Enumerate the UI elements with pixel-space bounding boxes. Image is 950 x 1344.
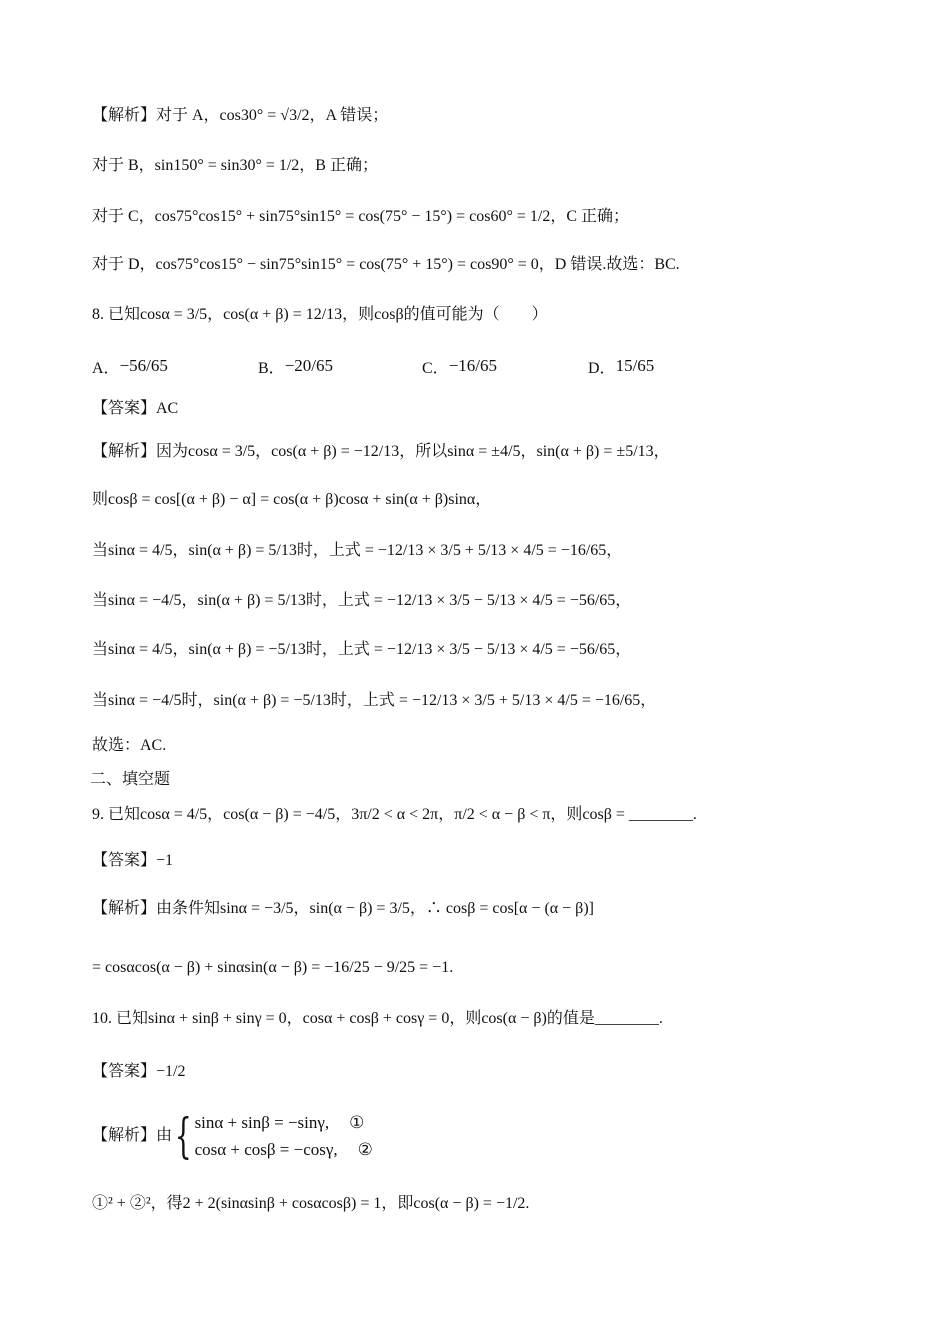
equation-1-mark: ① bbox=[349, 1113, 365, 1132]
q9-stem: 9. 已知cosα = 4/5，cos(α − β) = −4/5，3π/2 < α < 2π，π/2 < α − β < π，则cosβ = ________. bbox=[92, 806, 697, 823]
option-label: C． bbox=[422, 359, 449, 377]
solution-prefix: 【解析】由 bbox=[92, 1127, 173, 1144]
q8-case-1: 当sinα = 4/5，sin(α + β) = 5/13时，上式 = −12/13 × 3/5 + 5/13 × 4/5 = −16/65， bbox=[92, 542, 623, 559]
q9-answer: 【答案】−1 bbox=[92, 852, 174, 869]
q8-solution-2: 则cosβ = cos[(α + β) − α] = cos(α + β)cosα + sin(α + β)sinα， bbox=[92, 491, 492, 508]
q9-solution-2: = cosαcos(α − β) + sinαsin(α − β) = −16/25 − 9/25 = −1. bbox=[92, 959, 454, 976]
equation-2-mark: ② bbox=[357, 1140, 373, 1159]
q8-case-3: 当sinα = 4/5，sin(α + β) = −5/13时，上式 = −12/13 × 3/5 − 5/13 × 4/5 = −56/65， bbox=[92, 641, 632, 658]
equation-1-text: sinα + sinβ = −sinγ, bbox=[194, 1113, 330, 1132]
option-value: −16/65 bbox=[448, 356, 497, 375]
equation-system bbox=[195, 1114, 373, 1158]
option-label: D． bbox=[588, 359, 616, 377]
q8-option-b bbox=[258, 344, 333, 388]
q8-option-a bbox=[92, 344, 168, 388]
q7-solution-a: 【解析】对于 A，cos30° = √3/2，A 错误； bbox=[92, 107, 389, 124]
option-label: A． bbox=[92, 359, 120, 377]
q10-final: ①² + ②²，得2 + 2(sinαsinβ + cosαcosβ) = 1，即cos(α − β) = −1/2. bbox=[92, 1195, 530, 1212]
option-value: −20/65 bbox=[284, 356, 333, 375]
q10-answer: 【答案】−1/2 bbox=[92, 1063, 186, 1080]
q7-solution-c: 对于 C，cos75°cos15° + sin75°sin15° = cos(75° − 15°) = cos60° = 1/2，C 正确； bbox=[92, 208, 630, 225]
q8-case-4: 当sinα = −4/5时，sin(α + β) = −5/13时，上式 = −12/13 × 3/5 + 5/13 × 4/5 = −16/65， bbox=[92, 692, 657, 709]
q10-stem: 10. 已知sinα + sinβ + sinγ = 0，cosα + cosβ + cosγ = 0，则cos(α − β)的值是________. bbox=[92, 1010, 663, 1027]
q8-answer: 【答案】AC bbox=[92, 400, 179, 417]
option-value: −56/65 bbox=[119, 356, 168, 375]
q8-option-c bbox=[422, 344, 497, 388]
option-label: B． bbox=[258, 359, 285, 377]
equation-2-text: cosα + cosβ = −cosγ, bbox=[194, 1140, 338, 1159]
q8-solution-1: 【解析】因为cosα = 3/5，cos(α + β) = −12/13，所以sinα = ±4/5，sin(α + β) = ±5/13， bbox=[92, 443, 670, 460]
q8-stem: 8. 已知cosα = 3/5，cos(α + β) = 12/13，则cosβ的值可能为（ ） bbox=[92, 306, 548, 323]
q9-solution-1: 【解析】由条件知sinα = −3/5，sin(α − β) = 3/5，∴ cosβ = cos[α − (α − β)] bbox=[92, 900, 594, 917]
q10-solution-system bbox=[92, 1108, 890, 1164]
equation-1 bbox=[195, 1114, 373, 1131]
option-value: 15/65 bbox=[615, 356, 655, 375]
q7-solution-d: 对于 D，cos75°cos15° − sin75°sin15° = cos(75° + 15°) = cos90° = 0，D 错误.故选：BC. bbox=[92, 256, 680, 273]
q8-options bbox=[92, 344, 892, 388]
q8-conclusion: 故选：AC. bbox=[92, 737, 167, 754]
q8-option-d bbox=[588, 344, 654, 388]
q7-solution-b: 对于 B，sin150° = sin30° = 1/2，B 正确； bbox=[92, 157, 378, 174]
section-heading: 二、填空题 bbox=[90, 771, 171, 788]
equation-2 bbox=[195, 1141, 373, 1158]
brace-icon: { bbox=[174, 1108, 192, 1164]
q8-case-2: 当sinα = −4/5，sin(α + β) = 5/13时，上式 = −12/13 × 3/5 − 5/13 × 4/5 = −56/65， bbox=[92, 592, 632, 609]
